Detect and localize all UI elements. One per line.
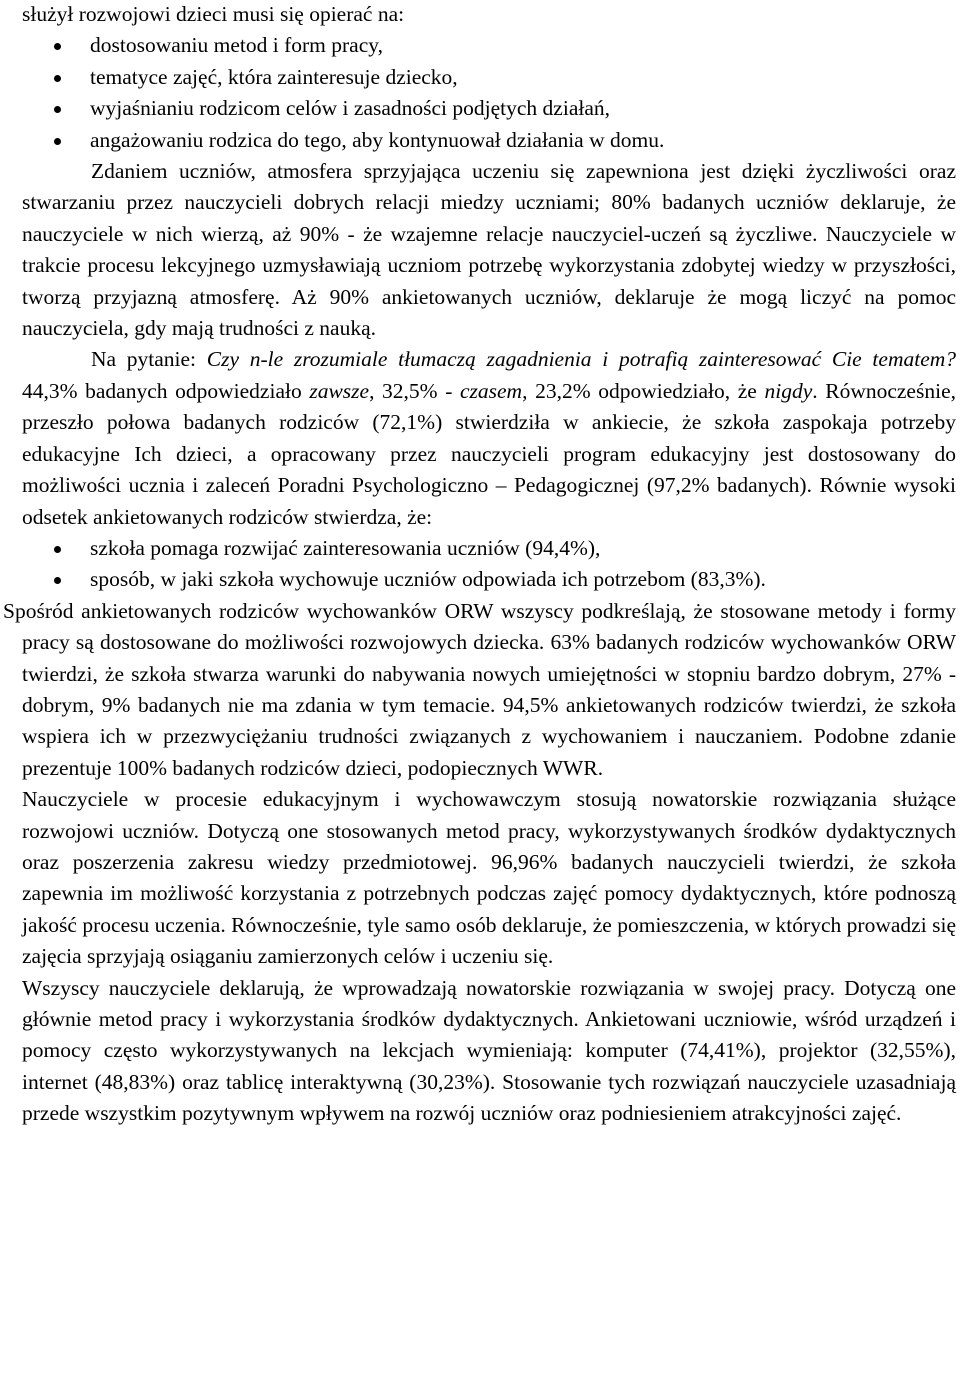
list-item: tematyce zajęć, która zainteresuje dziecko, (0, 62, 960, 93)
intro-line: służył rozwojowi dzieci musi się opierać na: (22, 2, 405, 26)
orw-paragraph-block (0, 596, 960, 784)
paragraph-teachers-innovation: Nauczyciele w procesie edukacyjnym i wychowawczym stosują nowatorskie rozwiązania służące rozwojowi uczniów. Dotyczą one stosowanych metod pracy, wykorzystywanych środków dydaktycznych oraz poszerzenia zakresu wiedzy przedmiotowej. 96,96% badanych nauczycieli twierdzi, że szkoła zapewnia im możliwość korzystania z potrzebnych podczas zajęć pomocy dydaktycznych, które podnoszą jakość procesu uczenia. Równocześnie, tyle samo osób deklaruje, że pomieszczenia, w których prowadzi się zajęcia sprzyjają osiąganiu zamierzonych celów i uczeniu się. (22, 787, 956, 969)
paragraph-teachers-declare: Wszyscy nauczyciele deklarują, że wprowadzają nowatorskie rozwiązania w swojej pracy. Dotyczą one głównie metod pracy i wykorzystania środków dydaktycznych. Ankietowani uczniowie, wśród urządzeń i pomocy często wykorzystywanych na lekcjach wymieniają: komputer (74,41%), projektor (32,55%), internet (48,83%) oraz tablicę interaktywną (30,23%). Stosowanie tych rozwiązań nauczyciele uzasadniają przede wszystkim pozytywnym wpływem na rozwój uczniów oraz podniesieniem atrakcyjności zajęć. (22, 975, 956, 1126)
bullet-icon (54, 106, 61, 113)
bullet-list-parents (0, 533, 960, 596)
bullet-icon (54, 138, 61, 145)
bullet-list-methods (0, 30, 960, 156)
teachers-paragraph-block (0, 784, 960, 1129)
students-paragraph-block (0, 156, 960, 533)
paragraph-orw-parents: Spośród ankietowanych rodziców wychowanków ORW wszyscy podkreślają, że stosowane metody i formy pracy są dostosowane do możliwości rozwojowych dziecka. 63% badanych rodziców wychowanków ORW twierdzi, że szkoła stwarza warunki do nabywania nowych umiejętności w stopniu bardzo dobrym, 27% - dobrym, 9% badanych nie ma zdania w tym temacie. 94,5% ankietowanych rodziców twierdzi, że szkoła wspiera ich w przezwyciężaniu trudności związanych z wychowaniem i nauczaniem. Podobne zdanie prezentuje 100% badanych rodziców dzieci, podopiecznych WWR. (3, 598, 956, 780)
list-item: wyjaśnianiu rodzicom celów i zasadności podjętych działań, (0, 93, 960, 124)
list-item: sposób, w jaki szkoła wychowuje uczniów odpowiada ich potrzebom (83,3%). (0, 564, 960, 595)
paragraph-students-atmosphere: Zdaniem uczniów, atmosfera sprzyjająca uczeniu się zapewniona jest dzięki życzliwości oraz stwarzaniu przez nauczycieli dobrych relacji miedzy uczniami; 80% badanych uczniów deklaruje, że nauczyciele w nich wierzą, aż 90% - że wzajemne relacje nauczyciel-uczeń są życzliwe. Nauczyciele w trakcie procesu lekcyjnego uzmysławiają uczniom potrzebę wykorzystania zdobytej wiedzy w przyszłości, tworzą przyjazną atmosferę. Aż 90% ankietowanych uczniów, deklaruje że mogą liczyć na pomoc nauczyciela, gdy mają trudności z nauką. (22, 159, 956, 341)
list-item: angażowaniu rodzica do tego, aby kontynuował działania w domu. (0, 125, 960, 156)
list-item: dostosowaniu metod i form pracy, (0, 30, 960, 61)
bullet-icon (54, 43, 61, 50)
paragraph-survey-question: Na pytanie: Czy n-le zrozumiale tłumaczą zagadnienia i potrafią zainteresować Cie tematem? 44,3% badanych odpowiedziało zawsze, 32,5% - czasem, 23,2% odpowiedziało, że nigdy. Równocześnie, przeszło połowa badanych rodziców (72,1%) stwierdziła w ankiecie, że szkoła zaspokaja potrzeby edukacyjne Ich dzieci, a opracowany przez nauczycieli program edukacyjny jest dostosowany do możliwości ucznia i zaleceń Poradni Psychologiczno – Pedagogicznej (97,2% badanych). Równie wysoki odsetek ankietowanych rodziców stwierdza, że: (22, 347, 957, 529)
bullet-icon (54, 546, 61, 553)
survey-question-text: Czy n-le zrozumiale tłumaczą zagadnienia i potrafią zainteresować Cie tematem? (206, 347, 957, 372)
bullet-icon (54, 75, 61, 82)
list-item: szkoła pomaga rozwijać zainteresowania uczniów (94,4%), (0, 533, 960, 564)
bullet-icon (54, 577, 61, 584)
